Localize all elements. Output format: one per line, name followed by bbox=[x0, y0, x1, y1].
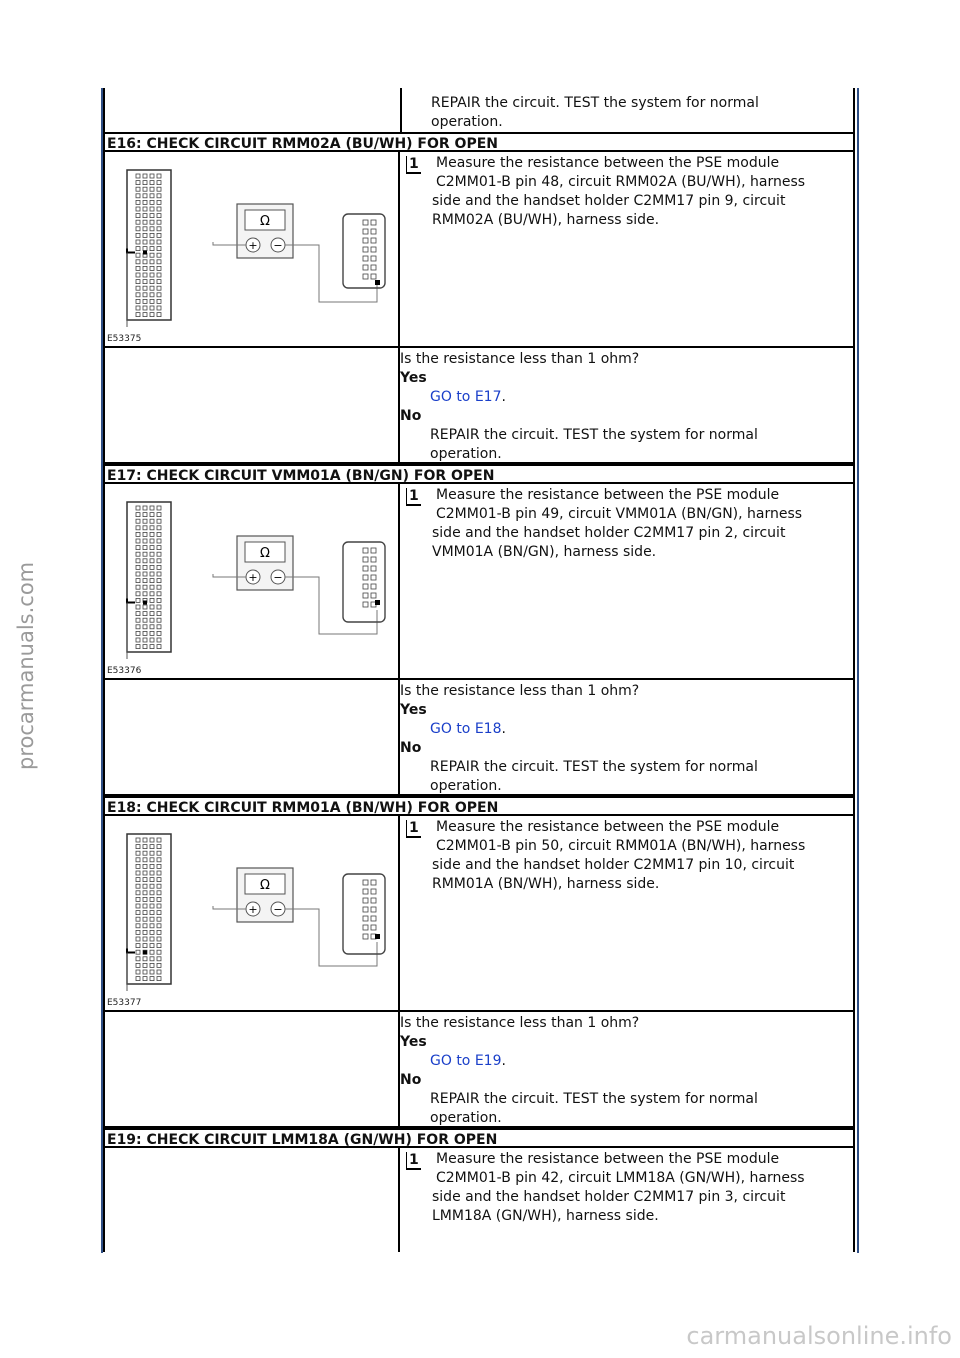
step-number: 1 bbox=[406, 488, 421, 506]
continuation-text: REPAIR the circuit. TEST the system for normal operation. bbox=[431, 95, 759, 130]
question-text: Is the resistance less than 1 ohm? bbox=[400, 683, 640, 699]
ohm-symbol: Ω bbox=[260, 214, 270, 229]
steps-container bbox=[103, 132, 855, 1128]
step-block bbox=[103, 464, 855, 796]
connector-pins bbox=[136, 838, 161, 981]
yes-label: Yes bbox=[400, 370, 427, 386]
instruction-cell bbox=[400, 1148, 853, 1252]
instruction-text: Measure the resistance between the PSE module C2MM01-B pin 49, circuit VMM01A (BN/GN), harness side and the handset holder C2MM17 pin 2, circuit VMM01A (BN/GN), harness side. bbox=[432, 487, 803, 560]
instruction-text: Measure the resistance between the PSE module C2MM01-B pin 50, circuit RMM01A (BN/WH), harness side and the handset holder C2MM17 pin 10, circuit RMM01A (BN/WH), harness side. bbox=[432, 819, 806, 892]
step-row bbox=[103, 1148, 855, 1252]
step-block bbox=[103, 796, 855, 1128]
svg-text:−: − bbox=[273, 903, 283, 916]
ohm-symbol: Ω bbox=[260, 546, 270, 561]
step-number: 1 bbox=[406, 820, 421, 838]
question-cell: Is the resistance less than 1 ohm? Yes GO to E18. No REPAIR the circuit. TEST the system for normal operation. bbox=[400, 680, 853, 794]
question-row bbox=[103, 348, 855, 464]
step-title: E19: CHECK CIRCUIT LMM18A (GN/WH) FOR OPEN bbox=[103, 1128, 855, 1148]
question-row bbox=[103, 680, 855, 796]
handset-connector bbox=[343, 542, 385, 622]
step-number: 1 bbox=[406, 1152, 421, 1170]
svg-text:−: − bbox=[273, 571, 283, 584]
diagram-cell bbox=[105, 816, 400, 1010]
instruction-cell bbox=[400, 152, 853, 346]
step-title: E17: CHECK CIRCUIT VMM01A (BN/GN) FOR OPEN bbox=[103, 464, 855, 484]
yes-label: Yes bbox=[400, 702, 427, 718]
step-number: 1 bbox=[406, 156, 421, 174]
connector-pins bbox=[136, 174, 161, 317]
go-to-link[interactable]: GO to E19 bbox=[430, 1053, 502, 1069]
connector-pins bbox=[136, 506, 161, 649]
no-label: No bbox=[400, 1072, 422, 1088]
svg-text:−: − bbox=[273, 239, 283, 252]
step-row bbox=[103, 816, 855, 1012]
go-to-link[interactable]: GO to E18 bbox=[430, 721, 502, 737]
instruction-cell bbox=[400, 484, 853, 678]
procedure-table bbox=[103, 88, 855, 1252]
svg-text:+: + bbox=[248, 239, 258, 252]
yes-label: Yes bbox=[400, 1034, 427, 1050]
question-row bbox=[103, 1012, 855, 1128]
handset-connector bbox=[343, 874, 385, 954]
watermark-procarmanuals: procarmanuals.com bbox=[14, 561, 38, 770]
continuation-row bbox=[103, 88, 855, 132]
step-title: E16: CHECK CIRCUIT RMM02A (BU/WH) FOR OPEN bbox=[103, 132, 855, 152]
question-text: Is the resistance less than 1 ohm? bbox=[400, 1015, 640, 1031]
no-label: No bbox=[400, 740, 422, 756]
step-row bbox=[103, 484, 855, 680]
instruction-cell bbox=[400, 816, 853, 1010]
go-to-link[interactable]: GO to E17 bbox=[430, 389, 502, 405]
connector-diagram bbox=[105, 152, 398, 346]
watermark-carmanualsonline: carmanualsonline.info bbox=[686, 1322, 952, 1350]
diagram-cell-empty bbox=[105, 1148, 400, 1252]
no-label: No bbox=[400, 408, 422, 424]
image-code: E53376 bbox=[107, 666, 142, 676]
question-cell: Is the resistance less than 1 ohm? Yes GO to E19. No REPAIR the circuit. TEST the system for normal operation. bbox=[400, 1012, 853, 1126]
step-title: E18: CHECK CIRCUIT RMM01A (BN/WH) FOR OPEN bbox=[103, 796, 855, 816]
question-cell: Is the resistance less than 1 ohm? Yes GO to E17. No REPAIR the circuit. TEST the system for normal operation. bbox=[400, 348, 853, 462]
instruction-text: Measure the resistance between the PSE module C2MM01-B pin 42, circuit LMM18A (GN/WH), harness side and the handset holder C2MM17 pin 3, circuit LMM18A (GN/WH), harness side. bbox=[432, 1151, 805, 1224]
connector-diagram bbox=[105, 484, 398, 678]
step-row bbox=[103, 152, 855, 348]
step-block bbox=[103, 132, 855, 464]
diagram-cell bbox=[105, 484, 400, 678]
test-lead bbox=[285, 245, 377, 302]
page-frame-right bbox=[857, 88, 859, 1253]
instruction-text: Measure the resistance between the PSE module C2MM01-B pin 48, circuit RMM02A (BU/WH), harness side and the handset holder C2MM17 pin 9, circuit RMM02A (BU/WH), harness side. bbox=[432, 155, 806, 228]
image-code: E53377 bbox=[107, 998, 142, 1008]
connector-diagram bbox=[105, 816, 398, 1010]
svg-text:+: + bbox=[248, 903, 258, 916]
ohm-symbol: Ω bbox=[260, 878, 270, 893]
question-text: Is the resistance less than 1 ohm? bbox=[400, 351, 640, 367]
svg-text:+: + bbox=[248, 571, 258, 584]
diagram-cell bbox=[105, 152, 400, 346]
image-code: E53375 bbox=[107, 334, 142, 344]
